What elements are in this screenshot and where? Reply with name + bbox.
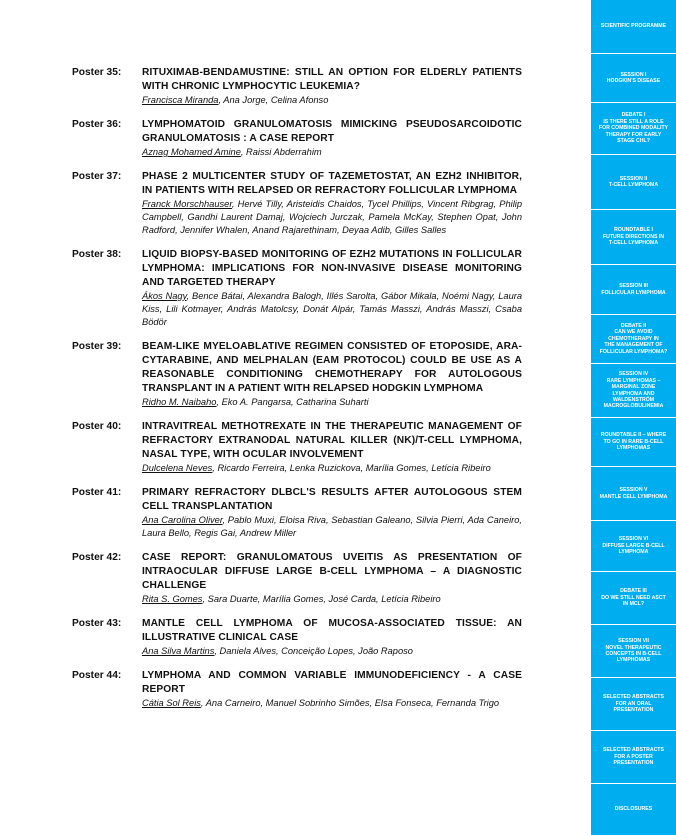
poster-title: CASE REPORT: GRANULOMATOUS UVEITIS AS PRESENTATION OF INTRAOCULAR DIFFUSE LARGE B-CELL LYMPHOMA – A DIAGNOSTIC CHALLENGE xyxy=(142,552,522,591)
sidebar-item-label: SESSION I HODGKIN'S DISEASE xyxy=(606,71,661,84)
poster-number: Poster 42: xyxy=(72,552,122,563)
poster-number: Poster 39: xyxy=(72,341,122,352)
presenting-author: Franck Morschhauser xyxy=(142,199,232,209)
co-authors: , Pablo Muxi, Eloisa Riva, Sebastian Galeano, Silvia Pierri, Ada Caneiro, Laura Bello, Regis Gai, Andrew Miller xyxy=(142,515,522,538)
sidebar-item[interactable] xyxy=(591,467,676,521)
sidebar-item-label: SESSION VII NOVEL THERAPEUTIC CONCEPTS IN B-CELL LYMPHOMAS xyxy=(605,638,662,664)
poster-number: Poster 40: xyxy=(72,421,122,432)
poster-body xyxy=(142,420,522,475)
co-authors: , Raissi Abderrahim xyxy=(240,147,322,157)
sidebar-item[interactable] xyxy=(591,210,676,265)
co-authors: , Ana Carneiro, Manuel Sobrinho Simões, Elsa Fonseca, Fernanda Trigo xyxy=(200,698,500,708)
sidebar-item-label: SELECTED ABSTRACTS FOR A POSTER PRESENTATION xyxy=(603,747,664,767)
poster-title: LYMPHOMATOID GRANULOMATOSIS MIMICKING PSEUDOSARCOIDOTIC GRANULOMATOSIS : A CASE REPORT xyxy=(142,119,522,144)
sidebar-item-label: SESSION II T-CELL LYMPHOMA xyxy=(608,175,659,188)
poster-body xyxy=(142,248,522,329)
presenting-author: Ana Silva Martins xyxy=(142,646,215,656)
sidebar-item-label: ROUNDTABLE II – WHERE TO GO IN RARE B-CELL LYMPHOMAS xyxy=(600,432,667,452)
poster-body xyxy=(142,118,522,159)
co-authors: , Ana Jorge, Celina Afonso xyxy=(218,95,329,105)
poster-entry xyxy=(72,551,522,606)
presenting-author: Rita S. Gomes xyxy=(142,594,203,604)
sidebar-item-label: SESSION VI DIFFUSE LARGE B-CELL LYMPHOMA xyxy=(602,536,665,556)
sidebar-item[interactable] xyxy=(591,784,676,836)
sidebar-item-label: SELECTED ABSTRACTS FOR AN ORAL PRESENTATION xyxy=(603,694,664,714)
poster-number: Poster 36: xyxy=(72,119,122,130)
poster-number: Poster 37: xyxy=(72,171,122,182)
co-authors: , Daniela Alves, Conceição Lopes, João Raposo xyxy=(214,646,413,656)
poster-number: Poster 43: xyxy=(72,618,122,629)
poster-number: Poster 38: xyxy=(72,249,122,260)
sidebar-item-label: SESSION V MANTLE CELL LYMPHOMA xyxy=(599,487,668,500)
poster-title: PRIMARY REFRACTORY DLBCL'S RESULTS AFTER AUTOLOGOUS STEM CELL TRANSPLANTATION xyxy=(142,487,522,512)
presenting-author: Ana Carolina Oliver xyxy=(142,515,223,525)
sidebar-item[interactable] xyxy=(591,265,676,315)
sidebar-item-label: SESSION IV RARE LYMPHOMAS – MARGINAL ZONE LYMPHOMA AND WALDENSTRÖM MACROGLOBULINEMIA xyxy=(603,371,664,410)
sidebar-item[interactable] xyxy=(591,731,676,784)
poster-title: PHASE 2 MULTICENTER STUDY OF TAZEMETOSTAT, AN EZH2 INHIBITOR, IN PATIENTS WITH RELAPSED OR REFRACTORY FOLLICULAR LYMPHOMA xyxy=(142,171,522,196)
poster-entry xyxy=(72,486,522,540)
poster-body xyxy=(142,486,522,540)
presenting-author: Cátia Sol Reis xyxy=(142,698,201,708)
sidebar-item[interactable] xyxy=(591,315,676,364)
poster-number: Poster 35: xyxy=(72,67,122,78)
sidebar-item[interactable] xyxy=(591,678,676,731)
poster-authors xyxy=(142,290,522,329)
poster-authors xyxy=(142,462,522,475)
sidebar-item[interactable] xyxy=(591,364,676,418)
poster-title: LYMPHOMA AND COMMON VARIABLE IMMUNODEFICIENCY - A CASE REPORT xyxy=(142,670,522,695)
poster-body xyxy=(142,66,522,107)
poster-list xyxy=(72,66,522,721)
presenting-author: Aznag Mohamed Amine xyxy=(142,147,241,157)
sidebar-item-label: SCIENTIFIC PROGRAMME xyxy=(600,23,667,30)
sidebar-item[interactable] xyxy=(591,521,676,572)
poster-body xyxy=(142,551,522,606)
poster-authors xyxy=(142,146,522,159)
poster-title: LIQUID BIOPSY-BASED MONITORING OF EZH2 MUTATIONS IN FOLLICULAR LYMPHOMA: IMPLICATIONS FOR NON-INVASIVE DISEASE MONITORING AND TARGETED THERAPY xyxy=(142,249,522,288)
poster-entry xyxy=(72,617,522,658)
sidebar-item-label: DISCLOSURES xyxy=(614,806,653,813)
sidebar-item-label: ROUNDTABLE I FUTURE DIRECTIONS IN T-CELL LYMPHOMA xyxy=(602,227,665,247)
poster-entry xyxy=(72,118,522,159)
sidebar-item[interactable] xyxy=(591,155,676,210)
poster-authors xyxy=(142,697,522,710)
poster-authors xyxy=(142,645,522,658)
sidebar-item-label: DEBATE I IS THERE STILL A ROLE FOR COMBINED MODALITY THERAPY FOR EARLY STAGE CHL? xyxy=(598,112,669,145)
poster-body xyxy=(142,340,522,409)
poster-body xyxy=(142,669,522,710)
poster-authors xyxy=(142,593,522,606)
poster-authors xyxy=(142,514,522,540)
poster-entry xyxy=(72,340,522,409)
sidebar-item[interactable] xyxy=(591,418,676,467)
sidebar-item[interactable] xyxy=(591,572,676,625)
poster-authors xyxy=(142,198,522,237)
co-authors: , Ricardo Ferreira, Lenka Ruzickova, Marília Gomes, Letícia Ribeiro xyxy=(212,463,491,473)
co-authors: , Eko A. Pangarsa, Catharina Suharti xyxy=(216,397,369,407)
presenting-author: Ákos Nagy xyxy=(142,291,187,301)
poster-authors xyxy=(142,396,522,409)
poster-number: Poster 44: xyxy=(72,670,122,681)
presenting-author: Francisca Miranda xyxy=(142,95,219,105)
co-authors: , Bence Bátai, Alexandra Balogh, Illés Sarolta, Gábor Mikala, Noémi Nagy, Laura Kiss, Lili Kotmayer, András Matolcsy, Donát Alpár, Tamás Masszi, András Masszi, Csaba Bödör xyxy=(142,291,523,327)
poster-title: MANTLE CELL LYMPHOMA OF MUCOSA-ASSOCIATED TISSUE: AN ILLUSTRATIVE CLINICAL CASE xyxy=(142,618,522,643)
presenting-author: Dulcelena Neves xyxy=(142,463,213,473)
poster-entry xyxy=(72,248,522,329)
sidebar-item[interactable] xyxy=(591,54,676,103)
co-authors: , Sara Duarte, Marília Gomes, José Carda, Letícia Ribeiro xyxy=(202,594,441,604)
sidebar-item-label: DEBATE III DO WE STILL NEED ASCT IN MCL? xyxy=(601,588,666,608)
poster-body xyxy=(142,170,522,237)
sidebar-item-label: DEBATE II CAN WE AVOID CHEMOTHERAPY IN THE MANAGEMENT OF FOLLICULAR LYMPHOMA? xyxy=(599,322,668,355)
poster-title: INTRAVITREAL METHOTREXATE IN THE THERAPEUTIC MANAGEMENT OF REFRACTORY EXTRANODAL NATURAL KILLER (NK)/T-CELL LYMPHOMA, NASAL TYPE, WITH OCULAR INVOLVEMENT xyxy=(142,421,522,460)
sidebar-item[interactable] xyxy=(591,625,676,678)
sidebar-item-label: SESSION III FOLLICULAR LYMPHOMA xyxy=(601,283,666,296)
poster-entry xyxy=(72,669,522,710)
presenting-author: Ridho M. Naibaho xyxy=(142,397,217,407)
co-authors: , Hervé Tilly, Aristeidis Chaidos, Tycel Phillips, Vincent Ribgrag, Philip Campbell, Gandhi Laurent Damaj, Wojciech Jurczak, Pamela McKay, Stephen Opat, John Radford, Jennifer Whalen, Anand Rajarethinam, Deyaa Adib, Gilles Salles xyxy=(142,199,522,235)
poster-number: Poster 41: xyxy=(72,487,122,498)
poster-entry xyxy=(72,420,522,475)
sidebar-item[interactable] xyxy=(591,103,676,155)
sidebar-item[interactable] xyxy=(591,0,676,54)
poster-title: RITUXIMAB-BENDAMUSTINE: STILL AN OPTION FOR ELDERLY PATIENTS WITH CHRONIC LYMPHOCYTIC LEUKEMIA? xyxy=(142,67,522,92)
poster-entry xyxy=(72,66,522,107)
poster-entry xyxy=(72,170,522,237)
sidebar-nav xyxy=(591,0,676,836)
poster-authors xyxy=(142,94,522,107)
poster-title: BEAM-LIKE MYELOABLATIVE REGIMEN CONSISTED OF ETOPOSIDE, ARA-CYTARABINE, AND MELPHALAN (EAM PROTOCOL) COULD BE USE AS A REASONABLE CONDITIONING CHEMOTHERAPY FOR AUTOLOGOUS TRANSPLANT IN A PATIENT WITH RELAPSED HODGKIN LYMPHOMA xyxy=(142,341,522,394)
poster-body xyxy=(142,617,522,658)
